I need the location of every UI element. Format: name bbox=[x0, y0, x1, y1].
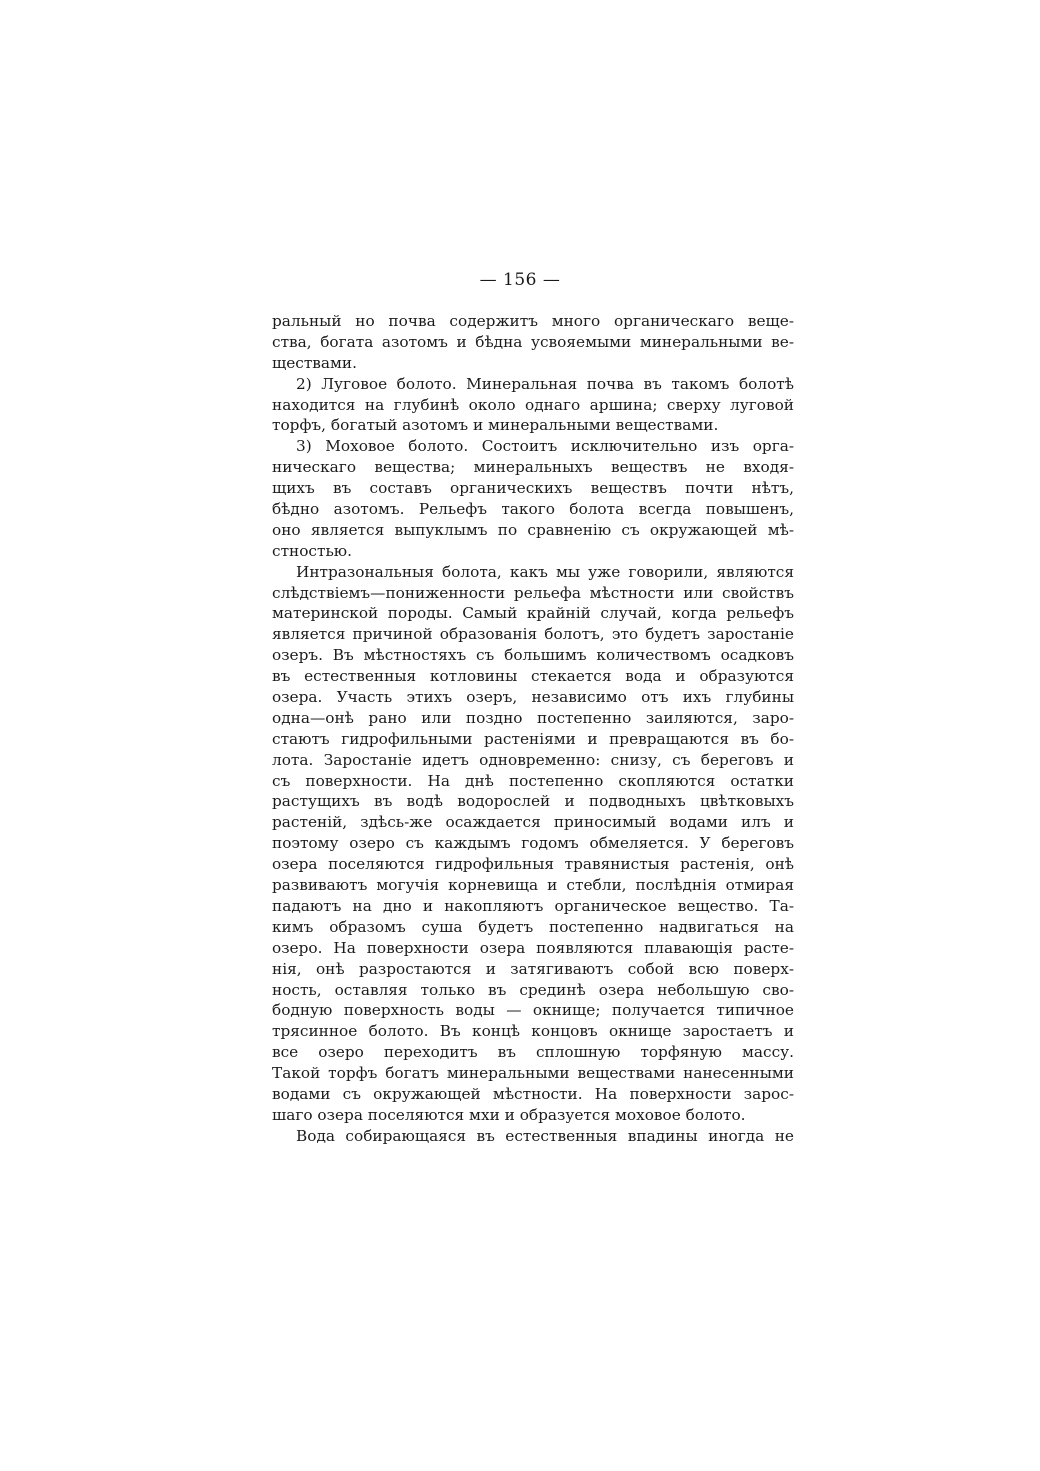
text-line: бодную поверхность воды — окнище; получается типичное bbox=[272, 1001, 794, 1020]
text-line: 3) Моховое болото. Состоитъ исключительно изъ орга- bbox=[296, 437, 794, 456]
text-line: бѣдно азотомъ. Рельефъ такого болота всегда повышенъ, bbox=[272, 500, 794, 519]
text-line: ществами. bbox=[272, 353, 357, 372]
text-line: одна—онѣ рано или поздно постепенно заиляются, заро- bbox=[272, 708, 794, 727]
text-line: является причиной образованія болотъ, это будетъ заростаніе bbox=[272, 625, 794, 644]
text-line: развиваютъ могучія корневища и стебли, послѣднія отмирая bbox=[272, 876, 794, 895]
text-line: находится на глубинѣ около однаго аршина; сверху луговой bbox=[272, 395, 794, 414]
text-line: падаютъ на дно и накопляютъ органическое вещество. Та- bbox=[272, 896, 794, 915]
text-line: ность, оставляя только въ срединѣ озера небольшую сво- bbox=[272, 980, 794, 999]
text-line: оно является выпуклымъ по сравненію съ окружающей мѣ- bbox=[272, 520, 794, 539]
text-line: озеръ. Въ мѣстностяхъ съ большимъ количествомъ осадковъ bbox=[272, 646, 794, 665]
text-line: слѣдствіемъ—пониженности рельефа мѣстности или свойствъ bbox=[272, 583, 794, 602]
text-line: нія, онѣ разростаются и затягиваютъ собой всю поверх- bbox=[272, 959, 794, 978]
text-line: шаго озера поселяются мхи и образуется моховое болото. bbox=[272, 1105, 746, 1124]
text-line: поэтому озеро съ каждымъ годомъ обмеляется. У береговъ bbox=[272, 834, 794, 853]
text-line: озеро. На поверхности озера появляются плавающія расте- bbox=[272, 938, 794, 957]
text-line: ства, богата азотомъ и бѣдна усвояемыми минеральными ве- bbox=[272, 332, 794, 351]
text-line: ральный но почва содержитъ много органическаго веще- bbox=[272, 312, 794, 330]
text-line: материнской породы. Самый крайній случай, когда рельефъ bbox=[272, 604, 794, 623]
text-line: въ естественныя котловины стекается вода и образуются bbox=[272, 667, 794, 686]
text-line: 2) Луговое болото. Минеральная почва въ такомъ болотѣ bbox=[296, 374, 794, 393]
text-line: стностью. bbox=[272, 541, 352, 560]
text-line: кимъ образомъ суша будетъ постепенно надвигаться на bbox=[272, 917, 794, 936]
text-line: водами съ окружающей мѣстности. На поверхности зарос- bbox=[272, 1084, 794, 1103]
text-line: все озеро переходитъ въ сплошную торфяную массу. bbox=[272, 1043, 794, 1062]
text-line: озера поселяются гидрофильныя травянистыя растенія, онѣ bbox=[272, 855, 794, 874]
page-number: — 156 — bbox=[479, 270, 561, 290]
text-line: трясинное болото. Въ концѣ концовъ окнище заростаетъ и bbox=[272, 1022, 794, 1041]
text-line: Вода собирающаяся въ естественныя впадины иногда не bbox=[296, 1126, 794, 1145]
body-text bbox=[272, 311, 794, 1147]
text-line: торфъ, богатый азотомъ и минеральными веществами. bbox=[272, 416, 719, 435]
text-line: Интразональныя болота, какъ мы уже говорили, являются bbox=[296, 562, 794, 581]
text-line: растеній, здѣсь-же осаждается приносимый водами илъ и bbox=[272, 813, 794, 832]
text-line: стаютъ гидрофильными растеніями и превращаются въ бо- bbox=[272, 729, 794, 748]
text-line: растущихъ въ водѣ водорослей и подводныхъ цвѣтковыхъ bbox=[272, 792, 794, 811]
text-line: озера. Участь этихъ озеръ, независимо отъ ихъ глубины bbox=[272, 688, 794, 707]
text-line: Такой торфъ богатъ минеральными веществами нанесенными bbox=[272, 1064, 794, 1083]
text-line: лота. Заростаніе идетъ одновременно: снизу, съ береговъ и bbox=[272, 750, 794, 769]
text-line: щихъ въ составъ органическихъ веществъ почти нѣтъ, bbox=[272, 479, 794, 498]
text-line: съ поверхности. На днѣ постепенно скопляются остатки bbox=[272, 771, 794, 790]
text-line: ническаго вещества; минеральныхъ веществъ не входя- bbox=[272, 458, 794, 477]
